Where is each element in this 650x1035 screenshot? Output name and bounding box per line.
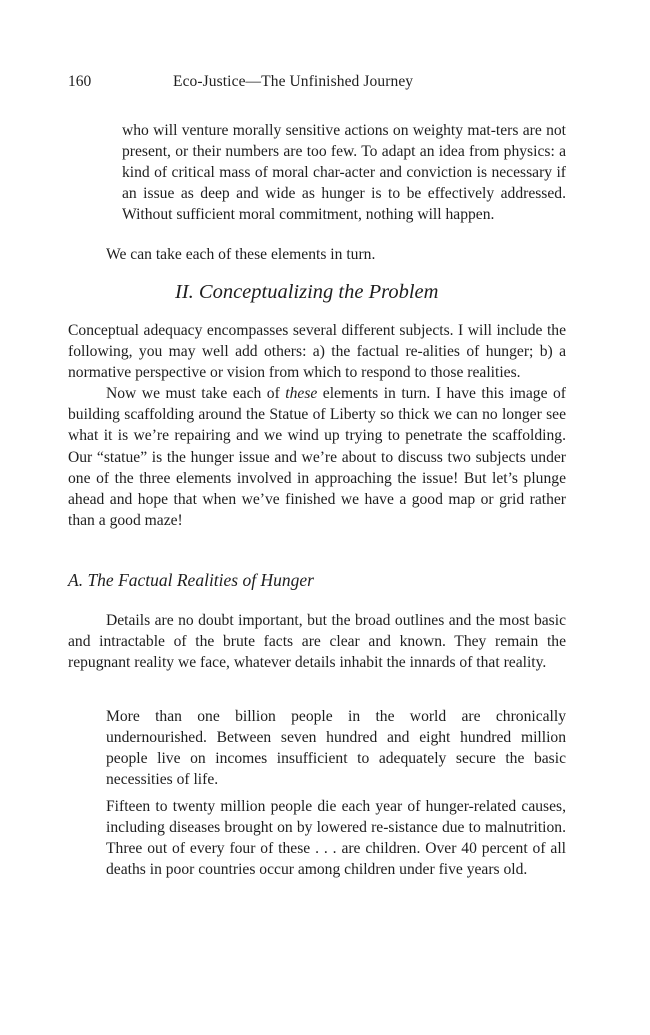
subsection-body bbox=[68, 610, 566, 673]
subsection-paragraph-1: Details are no doubt important, but the broad outlines and the most basic and intractable of the brute facts are clear and known. They remain the repugnant reality we face, whatever details inhabit the innards of that reality. bbox=[68, 612, 566, 672]
block-quote-undernourished bbox=[106, 706, 566, 790]
block-quote-continuation bbox=[122, 120, 566, 225]
emphasis-these: these bbox=[285, 385, 318, 403]
section-paragraph-1: Conceptual adequacy encompasses several different subjects. I will include the following, you may well add others: a) the factual re-alities of hunger; b) a normative perspective or vision from which to respond to those realities. bbox=[68, 322, 566, 382]
paragraph-2-lead: Now we must take each of bbox=[106, 385, 286, 403]
running-head bbox=[68, 72, 568, 92]
page-number: 160 bbox=[68, 73, 92, 90]
transition-text: We can take each of these elements in turn. bbox=[106, 246, 376, 263]
section-heading: II. Conceptualizing the Problem bbox=[175, 281, 439, 303]
quote-continuation-text: who will venture morally sensitive actions on weighty mat-ters are not present, or their numbers are too few. To adapt an idea from physics: a kind of critical mass of moral char-acter and conviction is necessary if an issue as deep and wide as hunger is to be effectively addressed. Without sufficient moral commitment, nothing will happen. bbox=[122, 122, 566, 224]
transition-paragraph bbox=[106, 244, 566, 265]
block-quote-hunger-deaths bbox=[106, 796, 566, 880]
block-quote-text: Fifteen to twenty million people die each year of hunger-related causes, including diseases brought on by lowered re-sistance due to malnutrition. Three out of every four of these . . . are children. Over 40 percent of all deaths in poor countries occur among children under five years old. bbox=[106, 798, 566, 879]
running-title: Eco-Justice—The Unfinished Journey bbox=[173, 73, 414, 90]
subsection-heading: A. The Factual Realities of Hunger bbox=[68, 570, 314, 590]
paragraph-2-rest: elements in turn. I have this image of building scaffolding around the Statue of Liberty so thick we can no longer see what it is we’re repairing and we wind up trying to penetrate the scaffolding. Our “statue” is the hunger issue and we’re about to discuss two subjects under one of the three elements involved in approaching the issue! But let’s plunge ahead and hope that when we’ve finished we have a good map or grid rather than a good maze! bbox=[68, 385, 566, 529]
block-quote-text: More than one billion people in the world are chronically undernourished. Between seven hundred and eight hundred million people live on incomes insufficient to adequately secure the basic necessities of life. bbox=[106, 708, 566, 789]
section-body bbox=[68, 320, 566, 531]
section-paragraph-2 bbox=[68, 383, 566, 531]
